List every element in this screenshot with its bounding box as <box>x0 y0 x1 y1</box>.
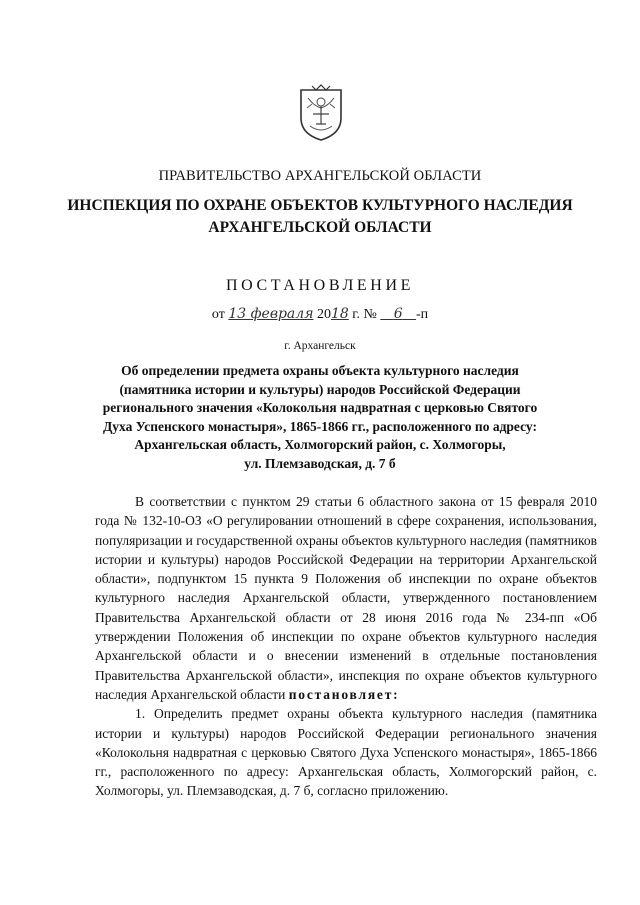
number-suffix: -п <box>415 307 429 322</box>
title-line: регионального значения «Колокольня надвратная с церковью Святого <box>102 400 538 415</box>
decree-title <box>0 362 640 473</box>
title-line: ул. Племзаводская, д. 7 б <box>244 455 396 471</box>
title-line: Архангельская область, Холмогорский район, с. Холмогоры, <box>134 437 506 452</box>
date-prefix: от <box>211 307 225 322</box>
decree-type: ПОСТАНОВЛЕНИЕ <box>226 277 414 294</box>
number-value: 6 <box>393 306 403 322</box>
title-line: Духа Успенского монастыря», 1865-1866 гг., расположенного по адресу: <box>103 418 537 434</box>
year-handwritten: 18 <box>330 306 349 322</box>
inspection-name <box>0 195 640 239</box>
government-name: ПРАВИТЕЛЬСТВО АРХАНГЕЛЬСКОЙ ОБЛАСТИ <box>158 168 482 184</box>
number-handwritten <box>380 306 416 322</box>
year-prefix: 20 <box>316 307 331 322</box>
resolves-word: постановляет: <box>288 686 400 702</box>
date-handwritten: 13 февраля <box>228 306 314 322</box>
inspection-name-line2: АРХАНГЕЛЬСКОЙ ОБЛАСТИ <box>208 219 432 236</box>
decree-date-line <box>0 306 640 323</box>
decree-body <box>95 492 597 801</box>
body-paragraph-2: 1. Определить предмет охраны объекта культурного наследия (памятника истории и культуры) народов Российской Федерации регионального значения «Колокольня надвратная с церковью Святого Духа Успенского монастыря», 1865-1866 гг., расположенного по адресу: Архангельская область, Холмогорский район, с. Холмогоры, ул. Племзаводская, д. 7 б, согласно приложению. <box>95 706 597 799</box>
title-line: Об определении предмета охраны объекта культурного наследия <box>121 363 519 378</box>
paragraph-1-text: В соответствии с пунктом 29 статьи 6 областного закона от 15 февраля 2010 года № 132-10-ОЗ «О регулировании отношений в сфере сохранения, использования, популяризации и государственной охраны объектов культурного наследия (памятников истории и культуры) народов Российской Федерации на территории Архангельской области», подпунктом 15 пункта 9 Положения об инспекции по охране объектов культурного наследия Архангельской области, утвержденного постановлением Правительства Архангельской области от 28 июня 2016 года № 234-пп «Об утверждении Положения об инспекции по охране объектов культурного наследия Архангельской области и о внесении изменений в отдельные постановления Правительства Архангельской области», инспекция по охране объектов культурного наследия Архангельской области <box>95 494 597 702</box>
coat-of-arms-icon <box>298 84 344 142</box>
inspection-name-line1: ИНСПЕКЦИЯ ПО ОХРАНЕ ОБЪЕКТОВ КУЛЬТУРНОГО НАСЛЕДИЯ <box>67 197 573 214</box>
title-line: (памятника истории и культуры) народов Российской Федерации <box>119 381 521 397</box>
year-suffix: г. № <box>352 307 377 322</box>
city: г. Архангельск <box>284 340 356 352</box>
body-paragraph-1 <box>95 492 597 704</box>
